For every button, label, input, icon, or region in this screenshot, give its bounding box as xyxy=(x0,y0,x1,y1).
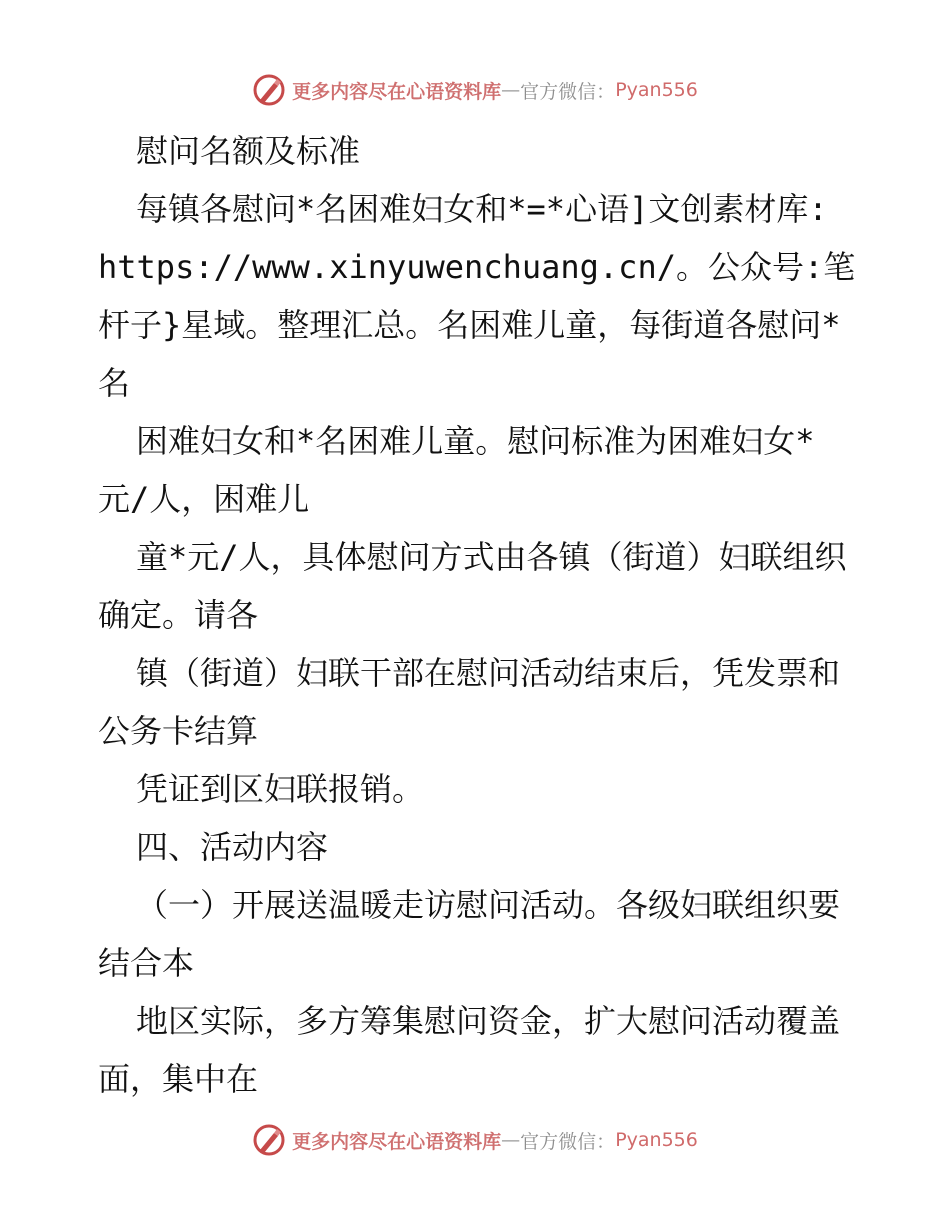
banner-brand-text: 更多内容尽在心语资料库 xyxy=(292,1130,502,1153)
section-heading-activities: 四、活动内容 xyxy=(136,828,329,866)
paragraph-heading-quota: 慰问名额及标准 xyxy=(136,132,361,170)
banner-brand-text: 更多内容尽在心语资料库 xyxy=(292,80,502,103)
paragraph: 童*元/人，具体慰问方式由各镇（街道）妇联组织确定。请各 xyxy=(98,538,847,634)
paragraph: 凭证到区妇联报销。 xyxy=(136,770,425,808)
banner-handle: Pyan556 xyxy=(615,79,698,101)
paragraph: 镇（街道）妇联干部在慰问活动结束后，凭发票和公务卡结算 xyxy=(98,654,841,750)
paragraph: 地区实际，多方筹集慰问资金，扩大慰问活动覆盖面，集中在 xyxy=(98,1002,841,1098)
pen-logo-icon xyxy=(252,1123,286,1157)
paragraph: 每镇各慰问*名困难妇女和*=*心语]文创素材库: https://www.xinyuwenchuang.cn/。公众号:笔杆子}星域。整理汇总。名困难儿童，每街道各慰问*名 xyxy=(98,190,856,402)
footer-watermark-banner xyxy=(0,1120,950,1160)
banner-dash: — xyxy=(501,79,521,101)
banner-handle: Pyan556 xyxy=(615,1129,698,1151)
pen-logo-icon xyxy=(252,73,286,107)
paragraph: 困难妇女和*名困难儿童。慰问标准为困难妇女*元/人，困难儿 xyxy=(98,422,815,518)
document-body xyxy=(98,122,858,1108)
paragraph: （一）开展送温暖走访慰问活动。各级妇联组织要结合本 xyxy=(98,886,841,982)
banner-dash: — xyxy=(501,1129,521,1151)
header-watermark-banner xyxy=(0,70,950,110)
banner-wechat-label: 官方微信： xyxy=(520,80,616,103)
banner-wechat-label: 官方微信： xyxy=(520,1130,616,1153)
